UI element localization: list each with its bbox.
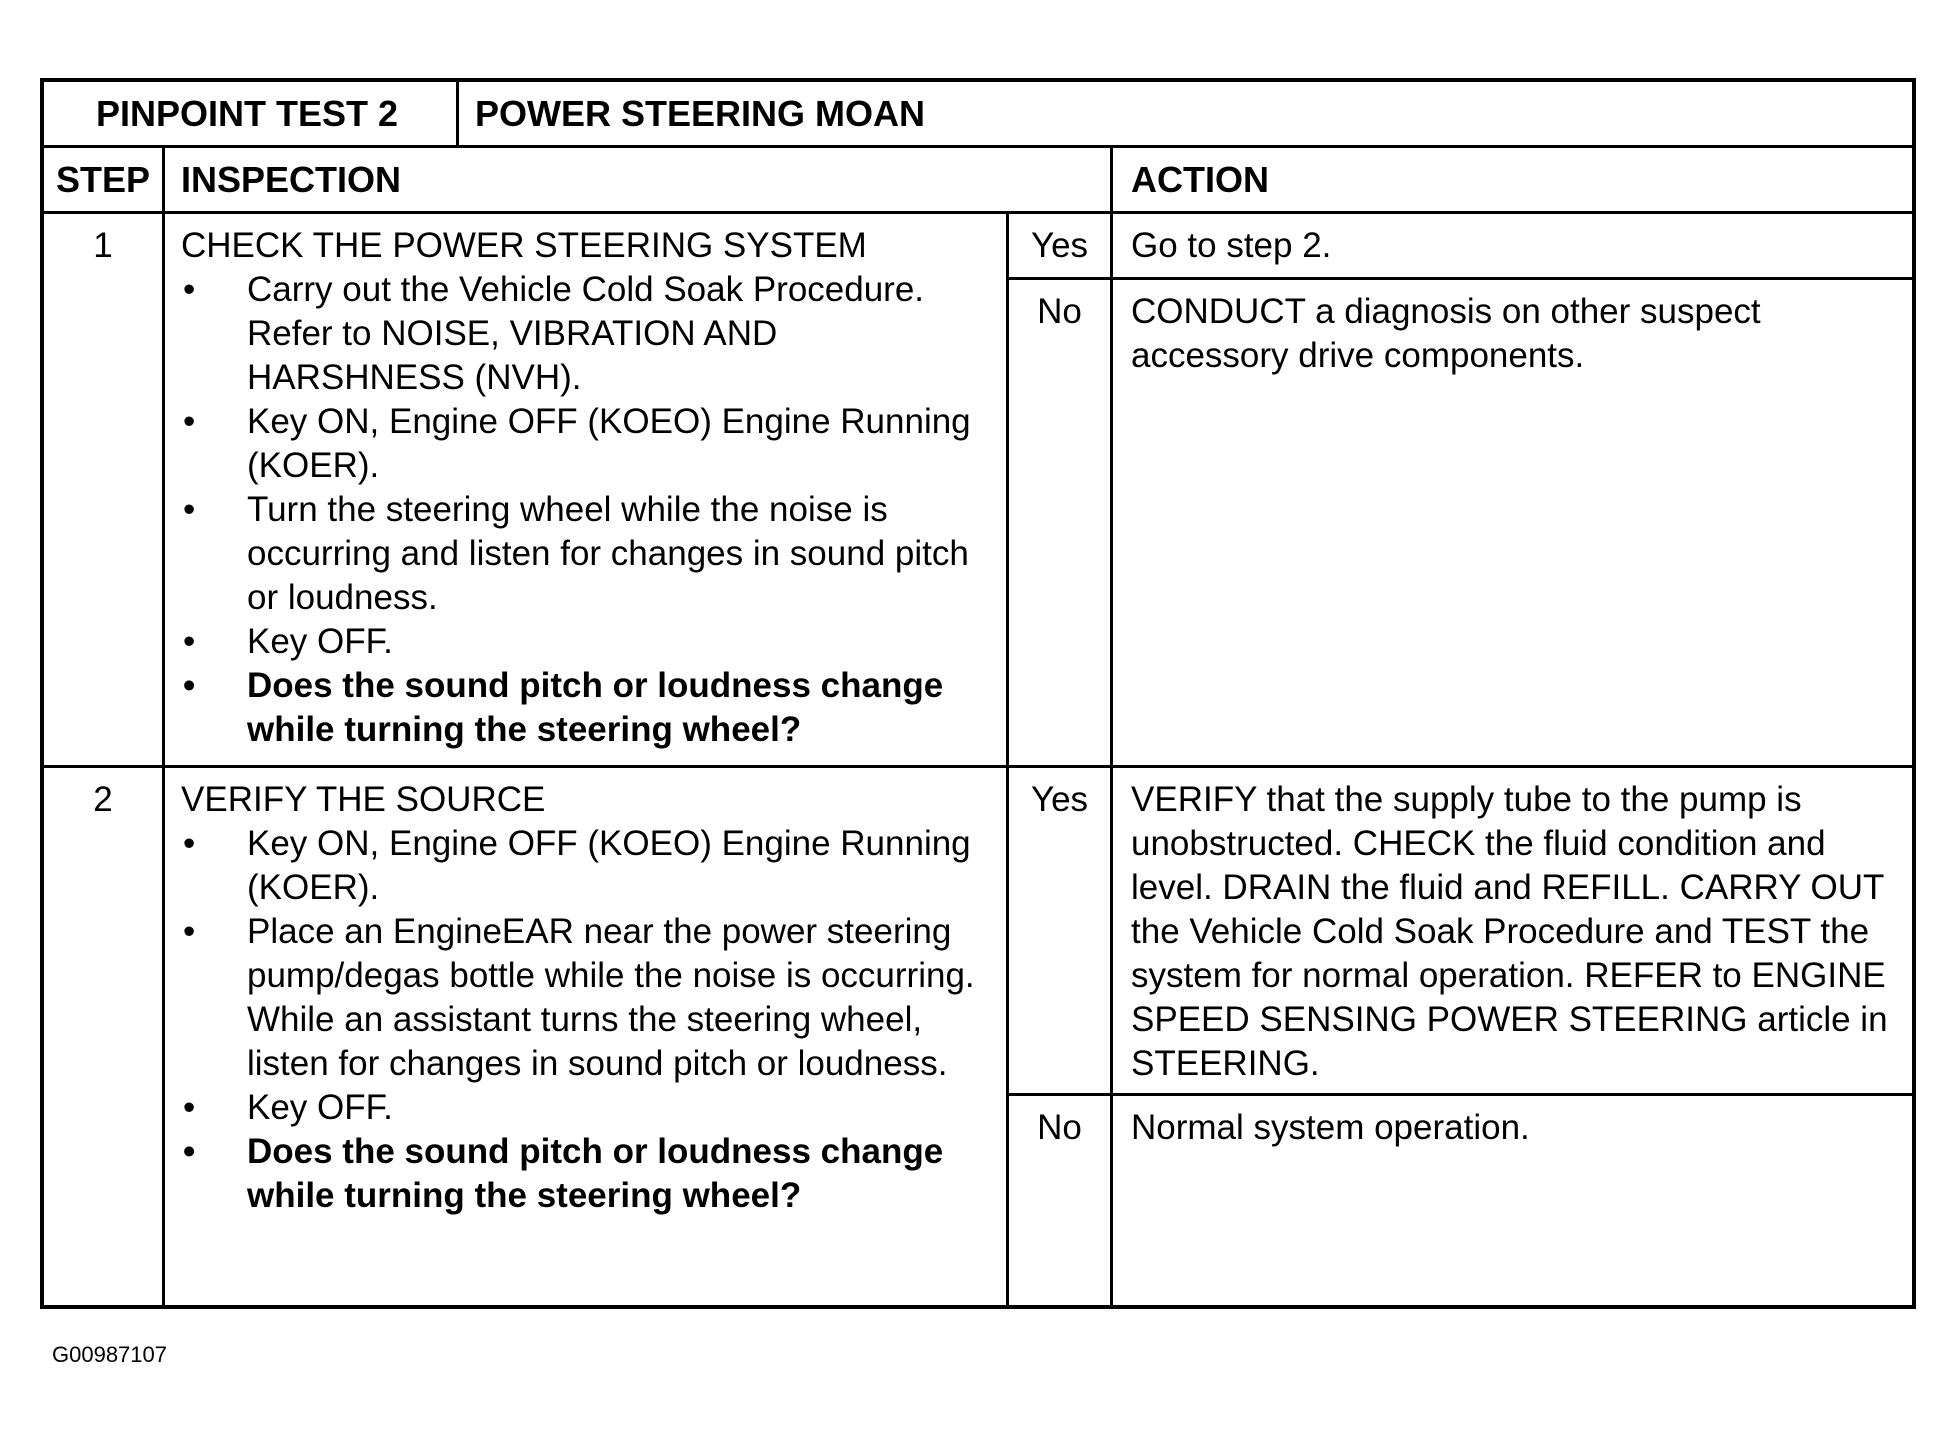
list-item-question: • Does the sound pitch or loudness change while turning the steering wheel? bbox=[181, 1130, 990, 1218]
step-1-yes-action: Go to step 2. bbox=[1113, 214, 1912, 280]
list-item: • Key ON, Engine OFF (KOEO) Engine Running (KOER). bbox=[181, 400, 990, 488]
step-1-heading: CHECK THE POWER STEERING SYSTEM bbox=[181, 226, 867, 265]
step-1-no-label: No bbox=[1009, 280, 1113, 768]
column-header-step: STEP bbox=[44, 148, 165, 214]
pinpoint-test-table bbox=[40, 78, 1916, 1309]
step-1-yes-label: Yes bbox=[1009, 214, 1113, 280]
step-2-bullets bbox=[181, 822, 990, 1218]
list-item: • Place an EngineEAR near the power steering pump/degas bottle while the noise is occurring. While an assistant turns the steering wheel, listen for changes in sound pitch or loudness. bbox=[181, 910, 990, 1086]
step-2-yes-action: VERIFY that the supply tube to the pump is unobstructed. CHECK the fluid condition and level. DRAIN the fluid and REFILL. CARRY OUT the Vehicle Cold Soak Procedure and TEST the system for normal operation. REFER to ENGINE SPEED SENSING POWER STEERING article in STEERING. bbox=[1113, 768, 1912, 1096]
step-2-heading: VERIFY THE SOURCE bbox=[181, 780, 546, 819]
list-item: • Carry out the Vehicle Cold Soak Procedure. Refer to NOISE, VIBRATION AND HARSHNESS (NVH). bbox=[181, 268, 990, 400]
test-title-cell bbox=[459, 82, 1912, 148]
step-2-yes-label: Yes bbox=[1009, 768, 1113, 1096]
step-1-number: 1 bbox=[44, 214, 165, 768]
list-item: • Key ON, Engine OFF (KOEO) Engine Running (KOER). bbox=[181, 822, 990, 910]
test-title: POWER STEERING MOAN bbox=[475, 92, 926, 134]
test-label: PINPOINT TEST 2 bbox=[96, 92, 399, 134]
figure-id: G00987107 bbox=[52, 1342, 167, 1367]
step-2-inspection bbox=[165, 768, 1009, 1305]
list-item-question: • Does the sound pitch or loudness change while turning the steering wheel? bbox=[181, 664, 990, 752]
step-2-number: 2 bbox=[44, 768, 165, 1305]
list-item: • Key OFF. bbox=[181, 1086, 990, 1130]
list-item: • Turn the steering wheel while the noise is occurring and listen for changes in sound pitch or loudness. bbox=[181, 488, 990, 620]
list-item: • Key OFF. bbox=[181, 620, 990, 664]
column-header-action: ACTION bbox=[1113, 148, 1912, 214]
step-1-bullets bbox=[181, 268, 990, 752]
step-2-no-label: No bbox=[1009, 1096, 1113, 1305]
test-label-cell bbox=[44, 82, 459, 148]
step-1-inspection bbox=[165, 214, 1009, 768]
step-2-no-action: Normal system operation. bbox=[1131, 1108, 1530, 1147]
step-1-no-action: CONDUCT a diagnosis on other suspect accessory drive components. bbox=[1113, 280, 1912, 768]
column-header-inspection: INSPECTION bbox=[165, 148, 1113, 214]
